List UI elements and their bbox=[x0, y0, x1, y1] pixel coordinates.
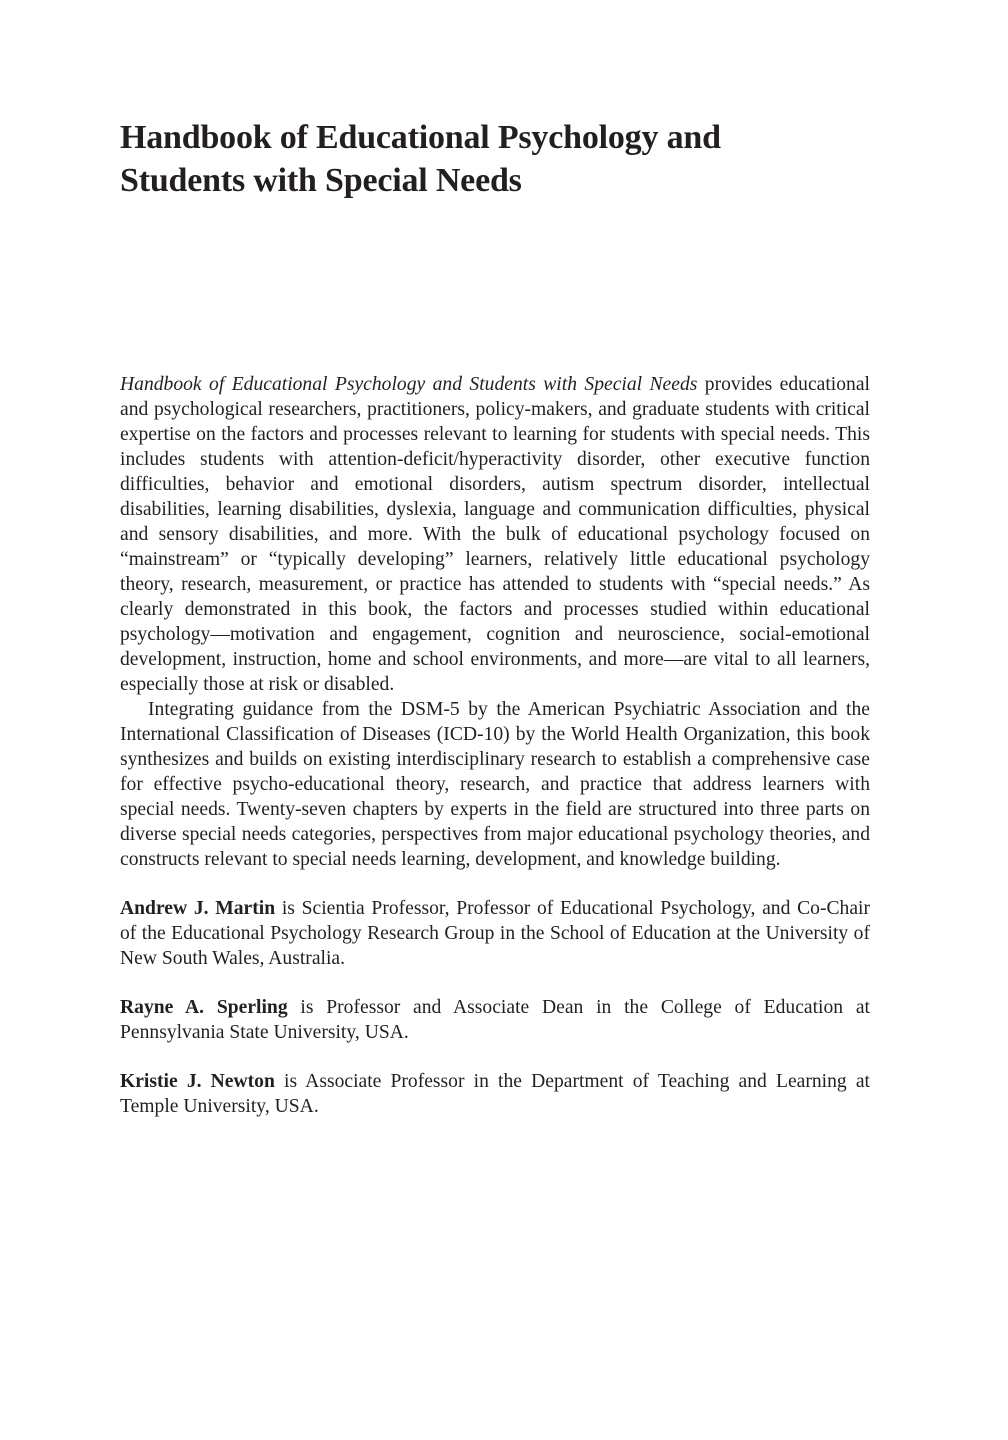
author-bio-text: is Professor and Associate Dean in the College of Education at Pennsylvania State University, USA. bbox=[120, 997, 871, 1043]
book-title bbox=[120, 116, 870, 202]
title-line-1: Handbook of Educational Psychology and bbox=[120, 119, 721, 156]
description-paragraph-1-text: provides educational and psychological researchers, practitioners, policy-makers, and graduate students with critical expertise on the factors and processes relevant to learning for students with special needs. This includes students with attention-deficit/hyperactivity disorder, other executive function difficulties, behavior and emotional disorders, autism spectrum disorder, intellectual disabilities, learning disabilities, dyslexia, language and communication difficulties, physical and sensory disabilities, and more. With the bulk of educational psychology focused on “mainstream” or “typically developing” learners, relatively little educational psychology theory, research, measurement, or practice has attended to students with “special needs.” As clearly demonstrated in this book, the factors and processes studied within educational psychology—motivation and engagement, cognition and neuroscience, social-emotional development, instruction, home and school environments, and more—are vital to all learners, especially those at risk or disabled. bbox=[120, 374, 870, 695]
book-title-italic: Handbook of Educational Psychology and Students with Special Needs bbox=[120, 374, 698, 395]
author-bio-martin bbox=[120, 896, 870, 971]
author-name: Kristie J. Newton bbox=[120, 1071, 275, 1092]
author-name: Rayne A. Sperling bbox=[120, 997, 288, 1018]
book-description bbox=[120, 372, 870, 1119]
author-name: Andrew J. Martin bbox=[120, 898, 276, 919]
author-bio-text: is Associate Professor in the Department of Teaching and Learning at Temple University, USA. bbox=[120, 1071, 870, 1117]
author-bio-text: is Scientia Professor, Professor of Educational Psychology, and Co-Chair of the Educational Psychology Research Group in the School of Education at the University of New South Wales, Australia. bbox=[120, 898, 870, 969]
title-line-2: Students with Special Needs bbox=[120, 162, 522, 199]
description-paragraph-1 bbox=[120, 372, 870, 697]
author-bio-newton bbox=[120, 1069, 870, 1119]
description-paragraph-2: Integrating guidance from the DSM-5 by the American Psychiatric Association and the International Classification of Diseases (ICD-10) by the World Health Organization, this book synthesizes and builds on existing interdisciplinary research to establish a comprehensive case for effective psycho-educational theory, research, and practice that address learners with special needs. Twenty-seven chapters by experts in the field are structured into three parts on diverse special needs categories, perspectives from major educational psychology theories, and constructs relevant to special needs learning, development, and knowledge building. bbox=[120, 699, 870, 870]
author-bio-sperling bbox=[120, 995, 870, 1045]
